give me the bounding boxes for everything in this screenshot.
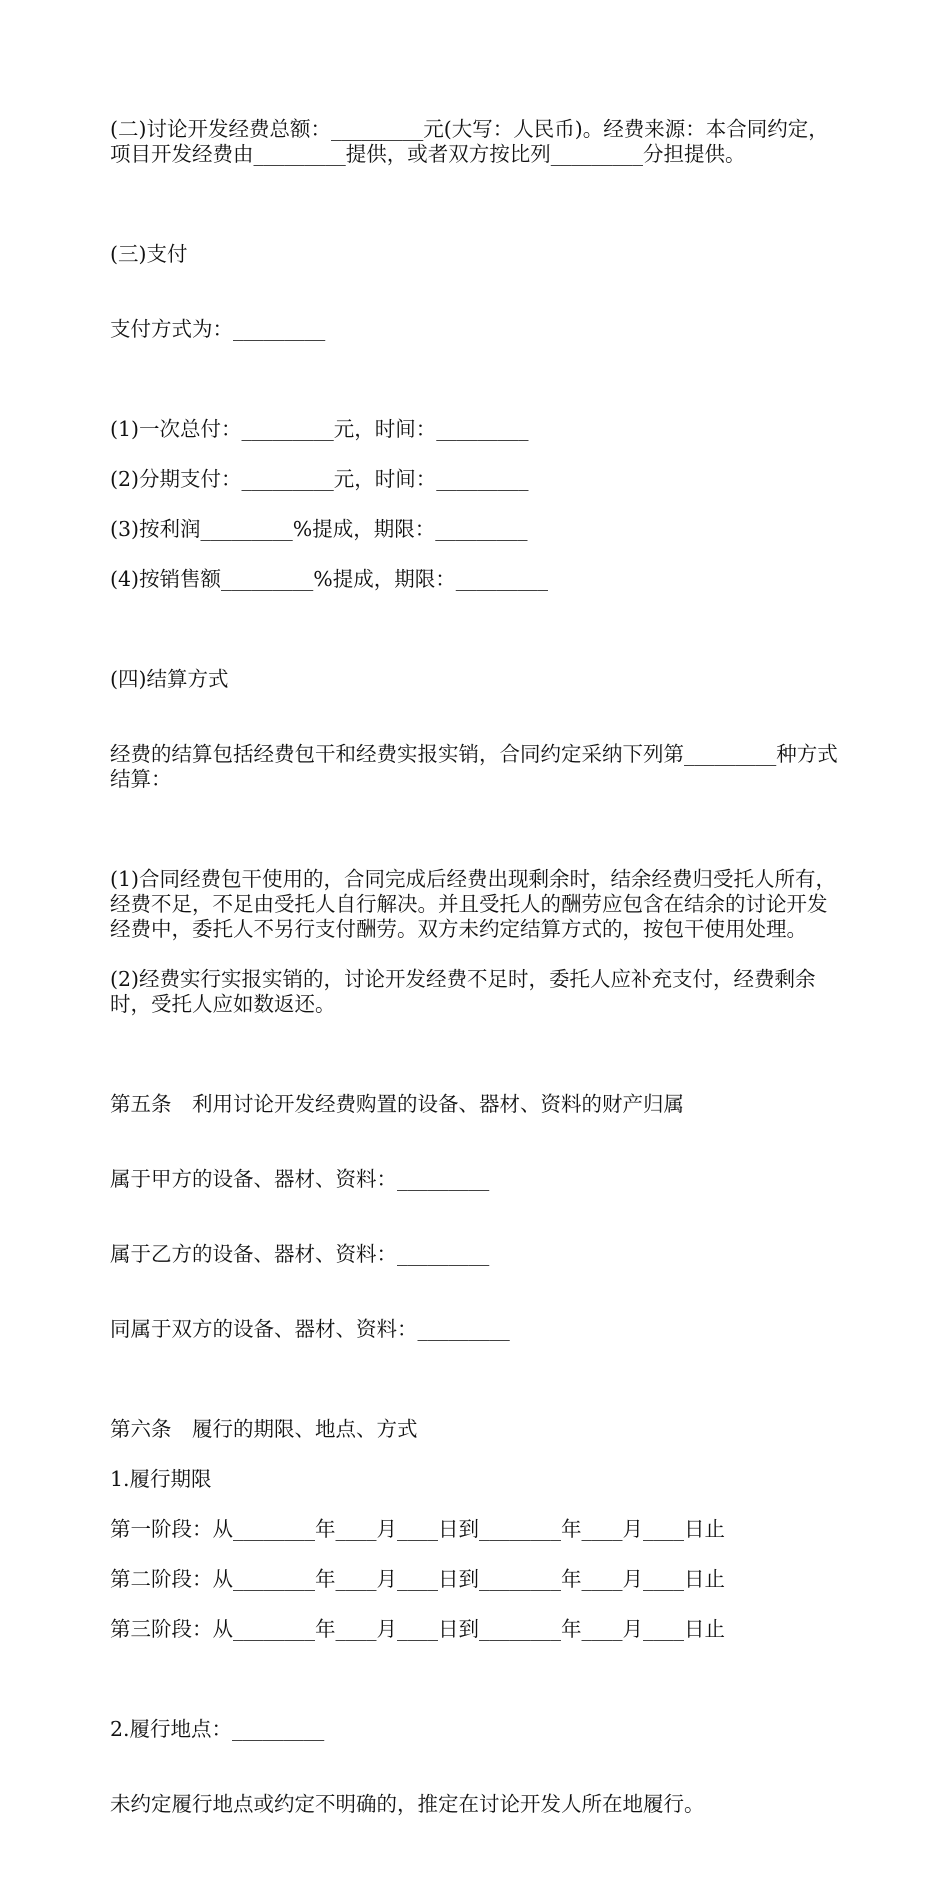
payment-section — [110, 192, 845, 392]
settlement-option-2: (2)经费实行实报实销的，讨论开发经费不足时，委托人应补充支付，经费剩余时，受托人应如数返还。 — [110, 967, 816, 1016]
article-5-section — [110, 1042, 845, 1392]
payment-option-1: (1)一次总付：_________元，时间：_________ — [110, 417, 529, 441]
article-5-party-b: 属于乙方的设备、器材、资料：_________ — [110, 1242, 490, 1266]
funding-paragraph: (二)讨论开发经费总额：_________元(大写：人民币)。经费来源：本合同约定，项目开发经费由_________提供，或者双方按比列_________分担提供。 — [110, 117, 829, 166]
stage-1-line: 第一阶段：从________年____月____日到________年____月____日止 — [110, 1517, 725, 1541]
performance-term-heading: 1.履行期限 — [110, 1467, 212, 1491]
article-6-title: 第六条 履行的期限、地点、方式 — [110, 1417, 418, 1441]
payment-option-2: (2)分期支付：_________元，时间：_________ — [110, 467, 529, 491]
performance-place-note: 未约定履行地点或约定不明确的，推定在讨论开发人所在地履行。 — [110, 1792, 705, 1816]
article-5-title: 第五条 利用讨论开发经费购置的设备、器材、资料的财产归属 — [110, 1092, 684, 1116]
settlement-option-1: (1)合同经费包干使用的，合同完成后经费出现剩余时，结余经费归受托人所有，经费不足，不足由受托人自行解决。并且受托人的酬劳应包含在结余的讨论开发经费中，委托人不另行支付酬劳。双方未约定结算方式的，按包干使用处理。 — [110, 867, 837, 941]
document-body — [110, 117, 845, 1892]
payment-option-4: (4)按销售额_________%提成，期限：_________ — [110, 567, 549, 591]
payment-heading: (三)支付 — [110, 242, 188, 266]
payment-option-3: (3)按利润_________%提成，期限：_________ — [110, 517, 528, 541]
stage-2-line: 第二阶段：从________年____月____日到________年____月____日止 — [110, 1567, 725, 1591]
settlement-intro: 经费的结算包括经费包干和经费实报实销，合同约定采纳下列第_________种方式结算： — [110, 742, 838, 791]
settlement-section — [110, 617, 845, 842]
payment-method-line: 支付方式为：_________ — [110, 317, 326, 341]
performance-place-section — [110, 1667, 845, 1867]
settlement-heading: (四)结算方式 — [110, 667, 229, 691]
performance-place-heading: 2.履行地点：_________ — [110, 1717, 325, 1741]
article-5-party-a: 属于甲方的设备、器材、资料：_________ — [110, 1167, 490, 1191]
stage-3-line: 第三阶段：从________年____月____日到________年____月____日止 — [110, 1617, 725, 1641]
article-5-both-parties: 同属于双方的设备、器材、资料：_________ — [110, 1317, 510, 1341]
